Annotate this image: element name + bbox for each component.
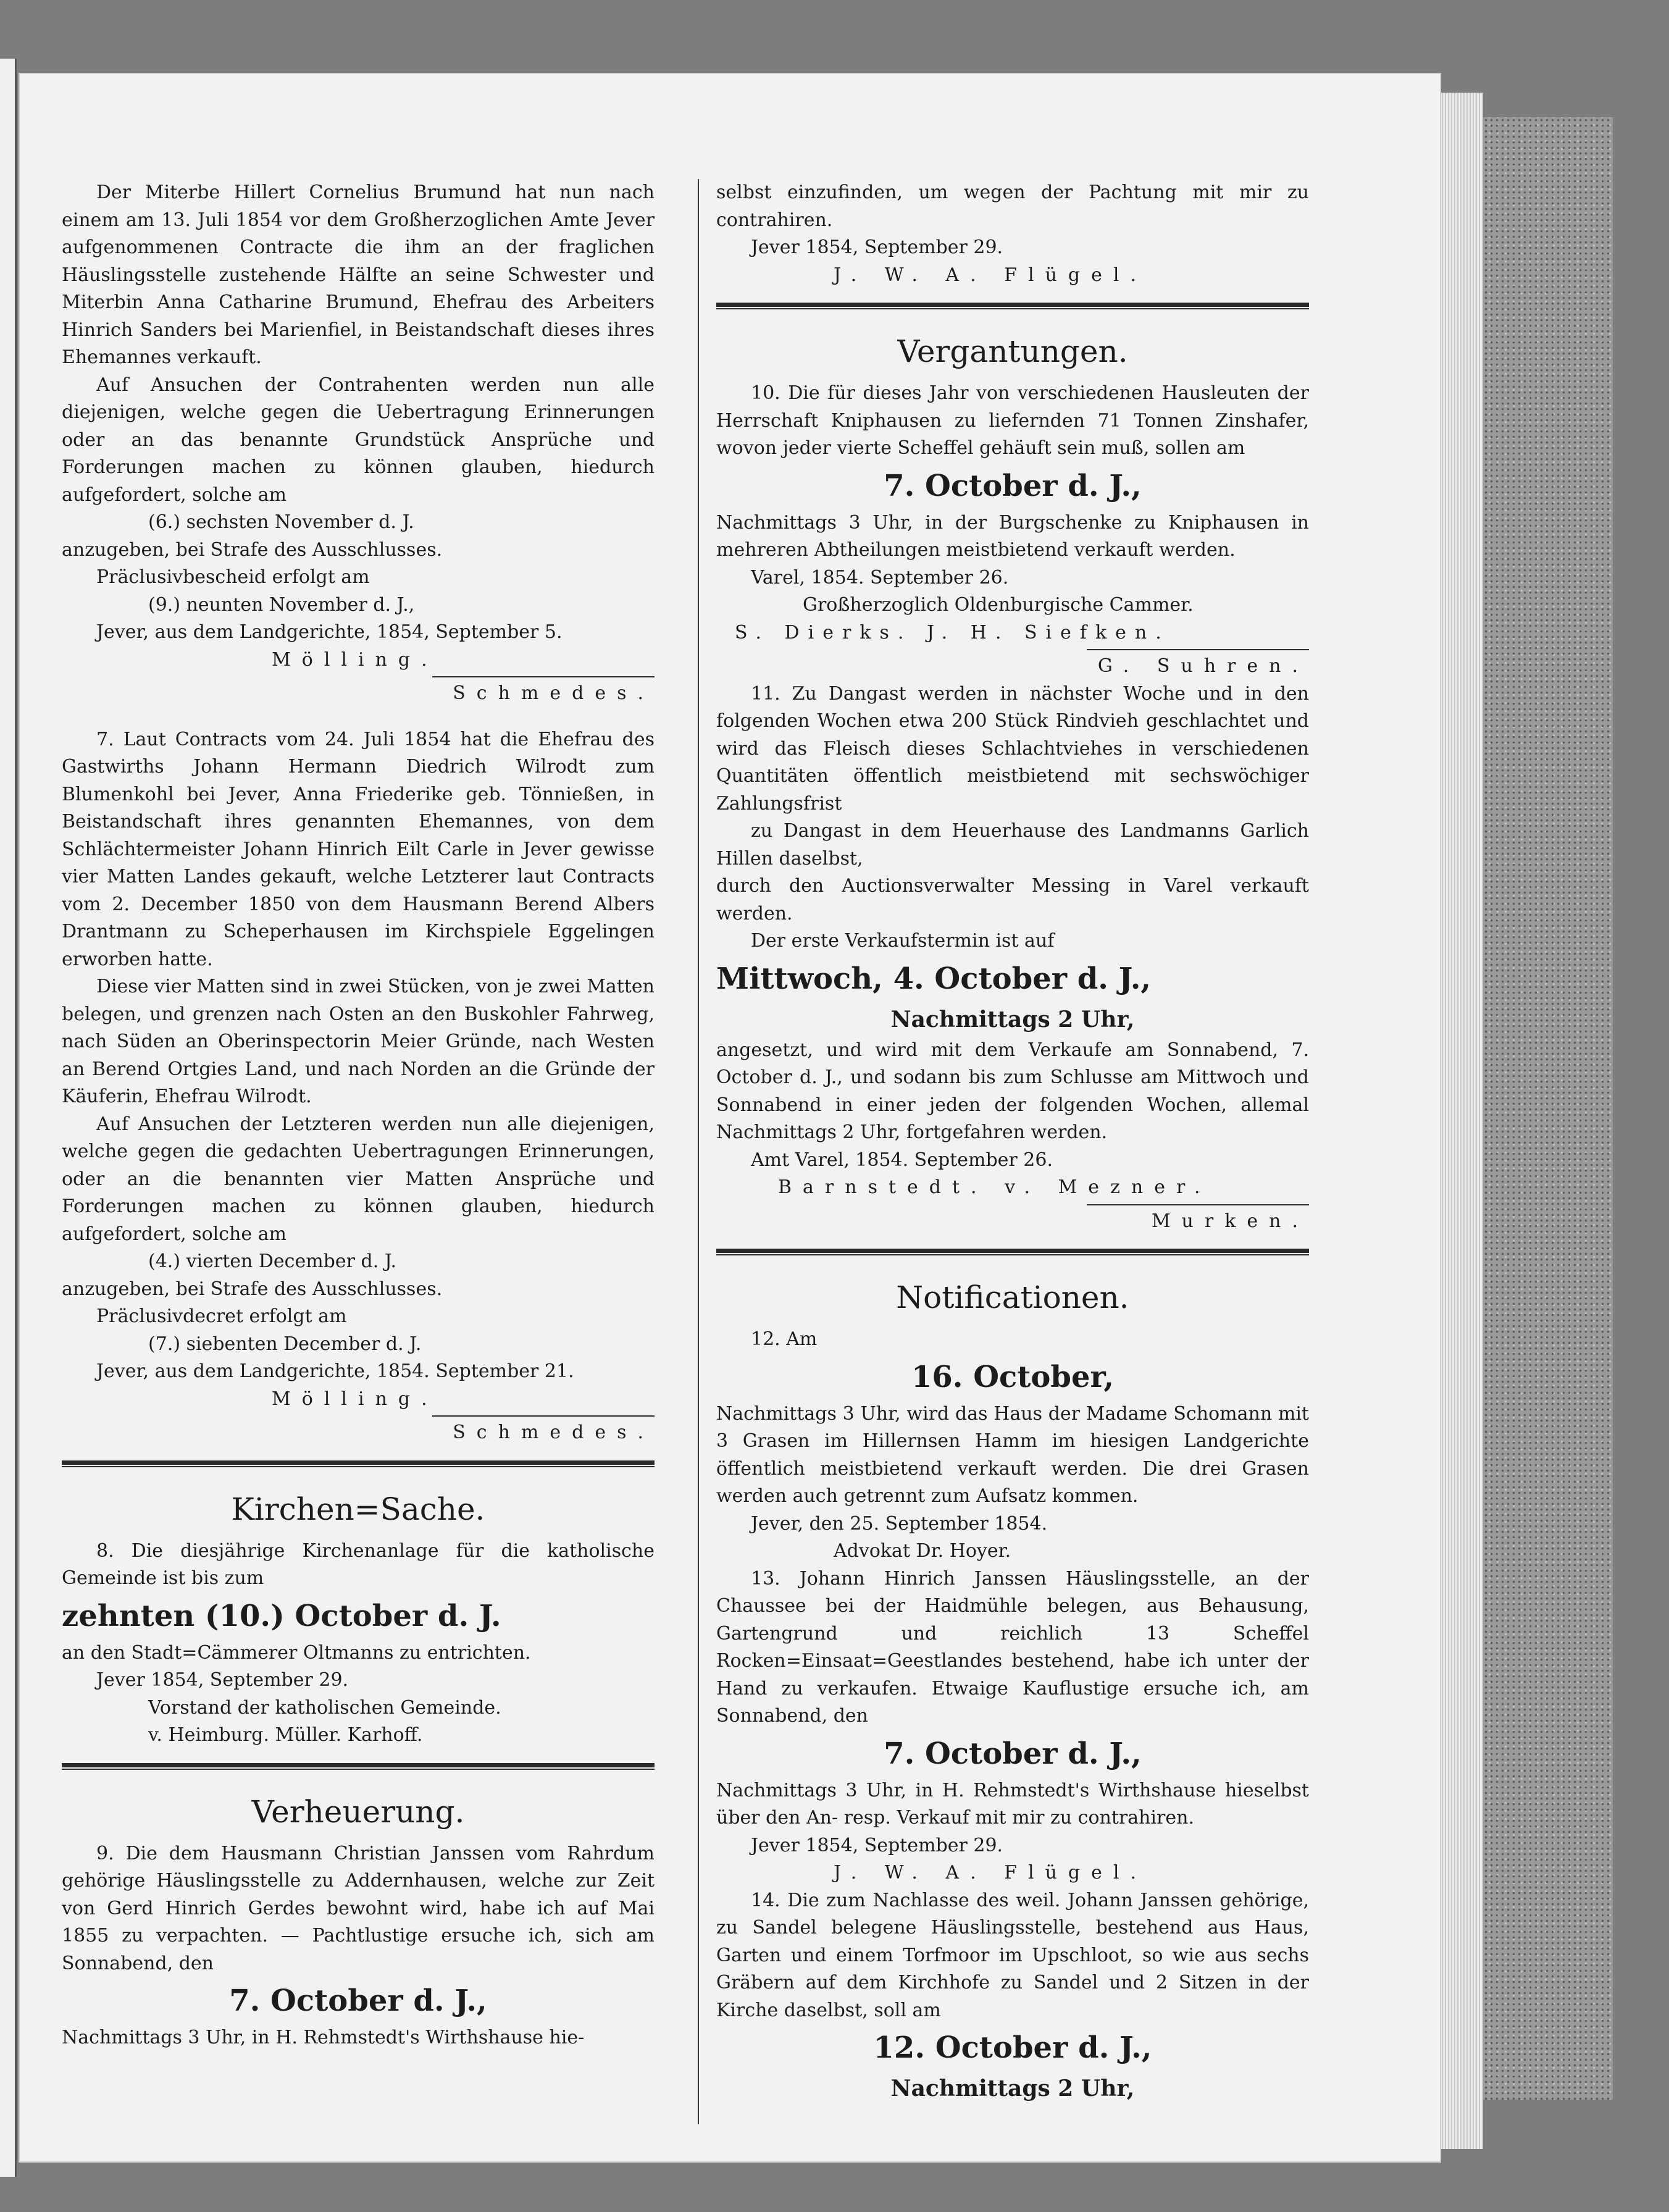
- place-date: Jever 1854, September 29.: [751, 237, 1003, 258]
- paragraph: durch den Auctionsverwalter Messing in Varel verkauft werden.: [716, 875, 1309, 924]
- paragraph: zu Dangast in dem Heuerhause des Landmanns Garlich Hillen daselbst,: [716, 820, 1309, 869]
- place-date: Jever, den 25. September 1854.: [751, 1512, 1048, 1535]
- paragraph: anzugeben, bei Strafe des Ausschlusses.: [62, 1278, 443, 1300]
- paragraph: Präclusivbescheid erfolgt am: [96, 566, 370, 588]
- paragraph: Präclusivdecret erfolgt am: [96, 1305, 347, 1327]
- signature: Murken.: [1151, 1210, 1309, 1232]
- paragraph: Nachmittags 3 Uhr, in der Burgschenke zu Kniphausen in mehreren Abtheilungen meistbietend verkauft werden.: [716, 511, 1309, 561]
- paragraph: 11. Zu Dangast werden in nächster Woche und in den folgenden Wochen etwa 200 Stück Rindvieh geschlachtet und wird das Fleisch dieses Schlachtviehes in verschiedenen Quantitäten öffentlich meistbietend mit sechswöchiger Zahlungsfrist: [716, 682, 1309, 815]
- section-heading: Vergantungen.: [897, 333, 1128, 369]
- signature: J. W. A. Flügel.: [834, 1862, 1147, 1883]
- date-line: (4.) vierten December d. J.: [148, 1251, 397, 1272]
- highlight-date: 16. October,: [911, 1359, 1115, 1394]
- signature: Advokat Dr. Hoyer.: [834, 1540, 1011, 1562]
- section-heading: Notificationen.: [896, 1280, 1129, 1315]
- paragraph: 8. Die diesjährige Kirchenanlage für die katholische Gemeinde ist bis zum: [62, 1540, 655, 1589]
- signature: Vorstand der katholischen Gemeinde.: [148, 1696, 501, 1719]
- place-date: Jever 1854, September 29.: [751, 1834, 1003, 1856]
- place-date: Jever, aus dem Landgerichte, 1854, September 5.: [96, 621, 563, 643]
- place-date: Jever 1854, September 29.: [96, 1669, 349, 1691]
- highlight-date: 12. October d. J.,: [873, 2030, 1152, 2065]
- paragraph: Nachmittags 3 Uhr, wird das Haus der Madame Schomann mit 3 Grasen im Hillernsen Hamm im hiesigen Landgerichte öffentlich meistbietend verkauft werden. Die drei Grasen werden auch getrennt zum Aufsatz kommen.: [716, 1402, 1309, 1507]
- paragraph: 10. Die für dieses Jahr von verschiedenen Hausleuten der Herrschaft Kniphausen zu liefernden 71 Tonnen Zinshafer, wovon jeder vierte Scheffel gehäuft sein muß, sollen am: [716, 382, 1309, 459]
- signature: Barnstedt. v. Mezner.: [778, 1176, 1211, 1198]
- paragraph: Auf Ansuchen der Contrahenten werden nun alle diejenigen, welche gegen die Uebertragung Erinnerungen oder an das benannte Grundstück Ansprüche und Forderungen machen zu können glauben, hiedurch aufgefordert, solche am: [62, 374, 655, 506]
- signature: Mölling.: [272, 648, 438, 671]
- paragraph: 9. Die dem Hausmann Christian Janssen vom Rahrdum gehörige Häuslingsstelle zu Addernhausen, welche zur Zeit von Gerd Hinrich Gerdes bewohnt wird, habe ich auf Mai 1855 zu verpachten. — Pachtlustige ersuche ich, sich am Sonnabend, den: [62, 1842, 655, 1974]
- column-divider: [698, 179, 699, 2124]
- highlight-time: Nachmittags 2 Uhr,: [890, 1006, 1135, 1033]
- paragraph: Diese vier Matten sind in zwei Stücken, von je zwei Matten belegen, und grenzen nach Osten an den Buskohler Fahrweg, nach Süden an Oberinspectorin Meier Gründe, nach Westen an Berend Ortgies Land, und nach Norden an die Gründe der Käuferin, Ehefrau Wilrodt.: [62, 976, 655, 1107]
- paragraph: anzugeben, bei Strafe des Ausschlusses.: [62, 538, 443, 561]
- signature: Mölling.: [272, 1388, 438, 1410]
- paragraph: 7. Laut Contracts vom 24. Juli 1854 hat die Ehefrau des Gastwirths Johann Hermann Diedrich Wilrodt zum Blumenkohl bei Jever, Anna Friederike geb. Tönnießen, in Beistandschaft ihres genannten Ehemannes, von dem Schlächtermeister Johann Hinrich Eilt Carle in Jever gewisse vier Matten Landes gekauft, welche Letzterer laut Contracts vom 2. December 1850 von dem Hausmann Berend Albers Drantmann zu Scheperhausen im Kirchspiele Eggelingen erworben hatte.: [62, 728, 655, 970]
- right-column: [716, 179, 1309, 2106]
- signature-rule: [1087, 649, 1309, 650]
- authority: Großherzoglich Oldenburgische Cammer.: [803, 594, 1194, 616]
- paragraph: 12. Am: [751, 1328, 818, 1350]
- paragraph: 13. Johann Hinrich Janssen Häuslingsstelle, an der Chaussee bei der Haidmühle belegen, aus Behausung, Gartengrund und reichlich 13 Scheffel Rocken=Einsaat=Geestlandes bestehend, habe ich unter der Hand zu verkaufen. Etwaige Kauflustige ersuche ich, am Sonnabend, den: [716, 1567, 1309, 1727]
- section-divider: [716, 303, 1309, 309]
- section-divider: [62, 1460, 655, 1467]
- section-divider: [716, 1249, 1309, 1255]
- signature: Schmedes.: [453, 1422, 655, 1443]
- highlight-date: 7. October d. J.,: [884, 468, 1142, 503]
- date-line: (7.) siebenten December d. J.: [148, 1333, 422, 1355]
- date-line: (6.) sechsten November d. J.: [148, 511, 414, 533]
- section-heading: Kirchen=Sache.: [231, 1491, 485, 1527]
- highlight-date: Mittwoch, 4. October d. J.,: [716, 961, 1152, 996]
- paragraph: Auf Ansuchen der Letzteren werden nun alle diejenigen, welche gegen die gedachten Uebertragungen Erinnerungen, oder an die benannten vier Matten Ansprüche und Forderungen machen zu können glauben, hiedurch aufgefordert, solche am: [62, 1113, 655, 1245]
- section-heading: Verheuerung.: [251, 1793, 465, 1830]
- signature: Schmedes.: [453, 682, 655, 704]
- date-line: (9.) neunten November d. J.,: [148, 593, 415, 616]
- signature-rule: [432, 676, 655, 677]
- signature: v. Heimburg. Müller. Karhoff.: [148, 1724, 423, 1746]
- place-date: Amt Varel, 1854. September 26.: [751, 1149, 1053, 1171]
- left-column: [62, 179, 655, 2052]
- paragraph: an den Stadt=Cämmerer Oltmanns zu entrichten.: [62, 1641, 531, 1664]
- place-date: Jever, aus dem Landgerichte, 1854. September 21.: [96, 1360, 574, 1382]
- signature: S. Dierks. J. H. Siefken.: [735, 621, 1170, 643]
- book-cover-edge: [1483, 117, 1613, 2100]
- paragraph: Nachmittags 3 Uhr, in H. Rehmstedt's Wirthshause hieselbst über den An- resp. Verkauf mit mir zu contrahiren.: [716, 1779, 1309, 1829]
- highlight-date: 7. October d. J.,: [229, 1984, 487, 2018]
- paragraph: angesetzt, und wird mit dem Verkaufe am Sonnabend, 7. October d. J., und sodann bis zum Schlusse am Mittwoch und Sonnabend in einer jeden der folgenden Wochen, allemal Nachmittags 2 Uhr, fortgefahren werden.: [716, 1039, 1309, 1143]
- paragraph: Der erste Verkaufstermin ist auf: [751, 930, 1055, 952]
- section-divider: [62, 1763, 655, 1770]
- highlight-time: Nachmittags 2 Uhr,: [890, 2076, 1135, 2101]
- previous-page-edge: [0, 59, 17, 2177]
- paragraph: 14. Die zum Nachlasse des weil. Johann Janssen gehörige, zu Sandel belegene Häuslingsstelle, bestehend aus Haus, Garten und einem Torfmoor im Upschloot, so wie aus sechs Gräbern auf dem Kirchhofe zu Sandel und 2 Sitzen in der Kirche daselbst, soll am: [716, 1889, 1309, 2021]
- signature: J. W. A. Flügel.: [834, 264, 1147, 286]
- highlight-date: 7. October d. J.,: [884, 1736, 1142, 1771]
- highlight-date: zehnten (10.) October d. J.: [62, 1598, 501, 1633]
- signature: G. Suhren.: [1097, 655, 1309, 677]
- paragraph: Der Miterbe Hillert Cornelius Brumund hat nun nach einem am 13. Juli 1854 vor dem Großherzoglichen Amte Jever aufgenommenen Contracte die ihm an der fraglichen Häuslingsstelle zustehende Hälfte an seine Schwester und Miterbin Anna Catharine Brumund, Ehefrau des Arbeiters Hinrich Sanders bei Marienfiel, in Beistandschaft dieses ihres Ehemannes verkauft.: [62, 182, 655, 368]
- page-stack-edge: [1440, 93, 1483, 2149]
- signature-rule: [1087, 1204, 1309, 1205]
- paragraph: Nachmittags 3 Uhr, in H. Rehmstedt's Wirthshause hie-: [62, 2027, 585, 2048]
- paragraph: selbst einzufinden, um wegen der Pachtung mit mir zu contrahiren.: [716, 182, 1309, 231]
- signature-rule: [432, 1415, 655, 1417]
- place-date: Varel, 1854. September 26.: [751, 566, 1009, 589]
